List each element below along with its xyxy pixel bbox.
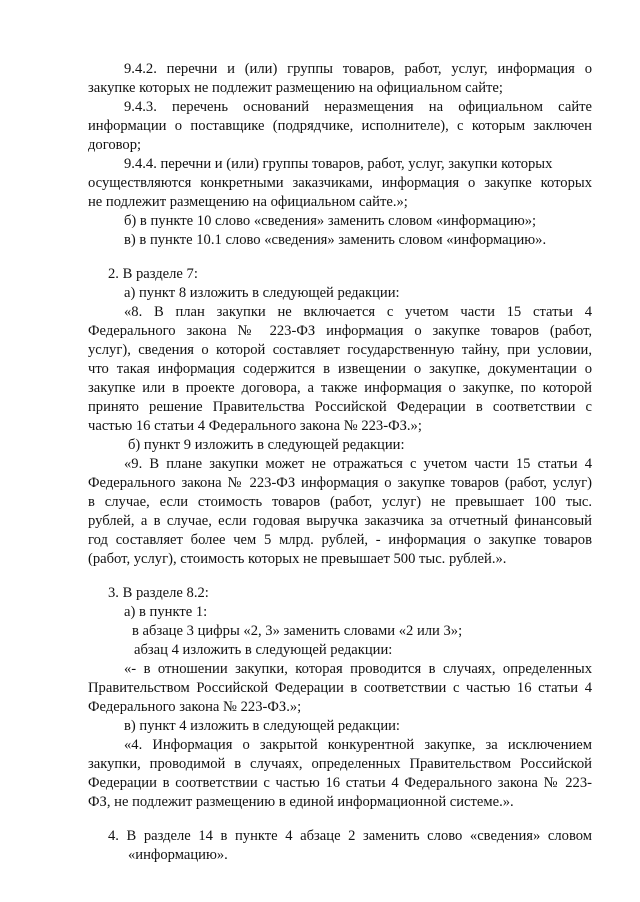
quote-9-line-1: «9. В плане закупки может не отражаться с учетом части 15 статьи 4 [124, 456, 592, 472]
para-9-4-4-line-1: 9.4.4. перечни и (или) группы товаров, работ, услуг, закупки которых [124, 156, 553, 172]
para-9-4-4-line-2: осуществляются конкретными заказчиками, информация о закупке которых [88, 175, 592, 191]
quote-8-line-7: частью 16 статьи 4 Федерального закона № 223-ФЗ.»; [88, 418, 422, 434]
subitem-b-p10: б) в пункте 10 слово «сведения» заменить словом «информацию»; [124, 213, 537, 229]
quote-8-line-3: услуг), сведения о которой составляет государственную тайну, при условии, [88, 342, 592, 358]
section-2-heading: 2. В разделе 7: [108, 266, 198, 282]
quote-9-line-6: (работ, услуг), стоимость которых не превышает 500 тыс. рублей.». [88, 551, 507, 567]
quote-4-line-1: «4. Информация о закрытой конкурентной закупке, за исключением [124, 737, 592, 753]
quote-8-line-5: закупке или в проекте договора, а также информация о закупке, по которой [88, 380, 592, 396]
quote-abzac-4-line-2: Правительством Российской Федерации в соответствии с частью 16 статьи 4 [88, 680, 592, 696]
quote-9-line-3: в случае, если стоимость товаров (работ, услуг) не превышает 100 тыс. [88, 494, 592, 510]
section-3-a: а) в пункте 1: [124, 604, 208, 620]
quote-4-line-4: ФЗ, не подлежит размещению в единой информационной системе.». [88, 794, 514, 810]
para-9-4-3-line-2: информации о поставщике (подрядчике, исполнителе), с которым заключен [88, 118, 592, 134]
quote-8-line-6: принято решение Правительства Российской Федерации в соответствии с [88, 399, 592, 415]
section-3-v: в) пункт 4 изложить в следующей редакции: [124, 718, 400, 734]
quote-9-line-5: год составляет более чем 5 млрд. рублей, - информация о закупке товаров [88, 532, 592, 548]
subitem-v-p10-1: в) в пункте 10.1 слово «сведения» заменить словом «информацию». [124, 232, 547, 248]
para-9-4-2-line-1: 9.4.2. перечни и (или) группы товаров, работ, услуг, информация о [124, 61, 592, 77]
quote-8-line-1: «8. В план закупки не включается с учетом части 15 статьи 4 [124, 304, 592, 320]
section-3-a-abzac-4: абзац 4 изложить в следующей редакции: [134, 642, 393, 658]
section-2-b: б) пункт 9 изложить в следующей редакции: [128, 437, 405, 453]
para-9-4-3-line-1: 9.4.3. перечень оснований неразмещения на официальном сайте [124, 99, 592, 115]
quote-9-line-4: рублей, а в случае, если годовая выручка заказчика за отчетный финансовый [88, 513, 592, 529]
para-9-4-4-line-3: не подлежит размещению на официальном сайте.»; [88, 194, 408, 210]
section-2-a: а) пункт 8 изложить в следующей редакции: [124, 285, 400, 301]
quote-4-line-2: закупки, проводимой в случаях, определенных Правительством Российской [88, 756, 592, 772]
section-3-heading: 3. В разделе 8.2: [108, 585, 209, 601]
para-9-4-2-line-2: закупке которых не подлежит размещению на официальном сайте; [88, 80, 503, 96]
quote-9-line-2: Федерального закона № 223-ФЗ информация о закупке товаров (работ, услуг) [88, 475, 592, 491]
quote-abzac-4-line-1: «- в отношении закупки, которая проводится в случаях, определенных [124, 661, 592, 677]
para-9-4-3-line-3: договор; [88, 137, 142, 153]
section-4-line-2: «информацию». [128, 847, 228, 863]
section-3-a-abzac-3: в абзаце 3 цифры «2, 3» заменить словами «2 или 3»; [132, 623, 463, 639]
quote-4-line-3: Федерации в соответствии с частью 16 статьи 4 Федерального закона № 223- [88, 775, 592, 791]
section-4-line-1: 4. В разделе 14 в пункте 4 абзаце 2 заменить слово «сведения» словом [108, 828, 592, 844]
quote-abzac-4-line-3: Федерального закона № 223-ФЗ.»; [88, 699, 302, 715]
quote-8-line-2: Федерального закона № 223-ФЗ информация о закупке товаров (работ, [88, 323, 592, 339]
quote-8-line-4: что такая информация содержится в извещении о закупке, документации о [88, 361, 592, 377]
